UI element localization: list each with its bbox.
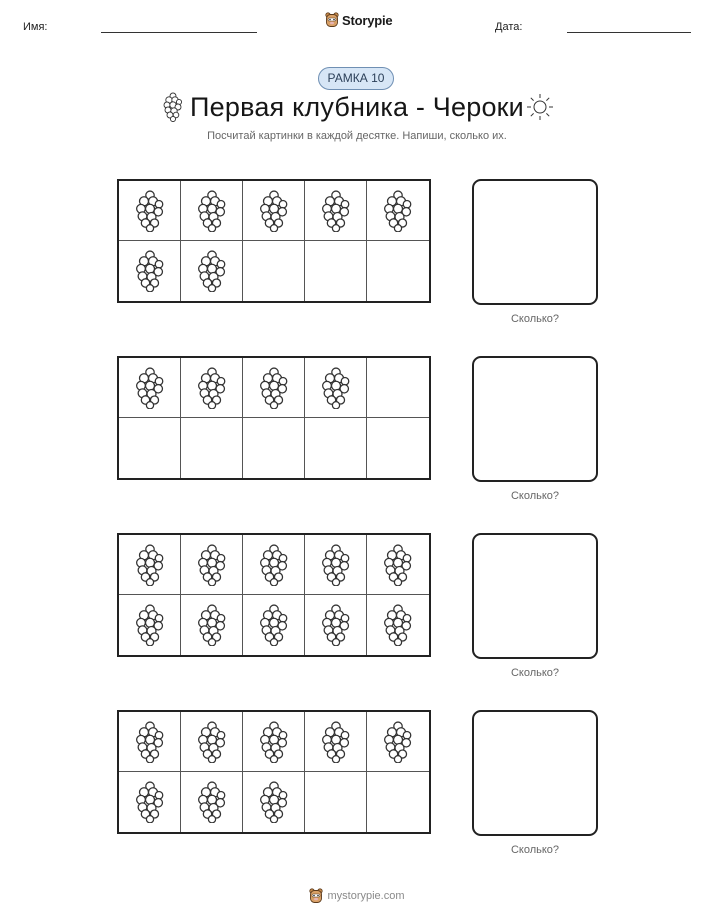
frame-cell: [181, 535, 243, 595]
frame-cell: [367, 181, 429, 241]
footer: [0, 888, 714, 904]
frame-cell: [305, 712, 367, 772]
answer-label: Сколько?: [510, 313, 560, 325]
frame-cell: [181, 712, 243, 772]
name-label: Имя:: [23, 21, 48, 33]
berry-icon: [259, 367, 289, 409]
frame-cell: [181, 241, 243, 301]
berry-icon: [383, 721, 413, 763]
frame-cell: [367, 772, 429, 832]
answer-box[interactable]: [472, 533, 598, 659]
berry-icon: [135, 250, 165, 292]
frame-cell: [181, 358, 243, 418]
berry-icon: [383, 604, 413, 646]
berry-icon: [321, 721, 351, 763]
berry-icon: [135, 367, 165, 409]
instructions: Посчитай картинки в каждой десятке. Напиши, сколько их.: [207, 130, 507, 142]
frame-cell: [243, 772, 305, 832]
frame-cell: [243, 241, 305, 301]
frame-cell: [243, 358, 305, 418]
frame-cell: [243, 595, 305, 655]
frame-cell: [367, 418, 429, 478]
frame-cell: [305, 535, 367, 595]
page-title: Первая клубника - Чероки: [190, 92, 524, 122]
berry-icon: [321, 604, 351, 646]
ten-frame: [117, 356, 431, 480]
frame-cell: [181, 595, 243, 655]
berry-icon: [383, 190, 413, 232]
answer-label: Сколько?: [510, 490, 560, 502]
berry-icon: [321, 544, 351, 586]
frame-cell: [243, 712, 305, 772]
frame-cell: [119, 418, 181, 478]
berry-icon: [259, 544, 289, 586]
name-line[interactable]: [101, 32, 257, 33]
frame-cell: [119, 358, 181, 418]
frame-badge: РАМКА 10: [318, 67, 394, 90]
berry-icon: [135, 781, 165, 823]
answer-box[interactable]: [472, 710, 598, 836]
frame-cell: [367, 712, 429, 772]
berry-icon: [197, 604, 227, 646]
berry-icon: [135, 604, 165, 646]
answer-label: Сколько?: [510, 667, 560, 679]
frame-cell: [367, 595, 429, 655]
frame-cell: [305, 358, 367, 418]
berry-icon: [197, 544, 227, 586]
answer-box[interactable]: [472, 179, 598, 305]
brand-name: Storypie: [342, 12, 393, 28]
answer-box[interactable]: [472, 356, 598, 482]
berry-icon: [135, 190, 165, 232]
ten-frame: [117, 533, 431, 657]
frame-cell: [367, 535, 429, 595]
berry-icon: [197, 250, 227, 292]
berry-icon: [321, 367, 351, 409]
berry-icon: [197, 190, 227, 232]
frame-cell: [119, 712, 181, 772]
footer-site[interactable]: mystorypie.com: [327, 890, 405, 902]
berry-icon: [197, 367, 227, 409]
berry-icon: [197, 721, 227, 763]
frame-cell: [119, 241, 181, 301]
bear-logo-icon: [309, 888, 323, 904]
frame-cell: [243, 535, 305, 595]
frame-cell: [181, 181, 243, 241]
frame-cell: [305, 418, 367, 478]
date-label: Дата:: [495, 21, 523, 33]
frame-cell: [119, 772, 181, 832]
berry-icon: [259, 781, 289, 823]
berry-icon: [259, 604, 289, 646]
frame-cell: [305, 181, 367, 241]
brand-logo: [325, 12, 392, 28]
frame-cell: [243, 418, 305, 478]
frame-cell: [119, 181, 181, 241]
date-line[interactable]: [567, 32, 691, 33]
frame-cell: [181, 418, 243, 478]
answer-label: Сколько?: [510, 844, 560, 856]
sun-icon: [526, 93, 554, 121]
frame-cell: [367, 358, 429, 418]
berry-icon: [383, 544, 413, 586]
berry-icon: [259, 721, 289, 763]
ten-frame: [117, 179, 431, 303]
frame-cell: [305, 772, 367, 832]
frame-cell: [181, 772, 243, 832]
frame-cell: [305, 241, 367, 301]
berry-icon: [197, 781, 227, 823]
frame-cell: [119, 535, 181, 595]
frame-cell: [305, 595, 367, 655]
berry-icon: [135, 721, 165, 763]
ten-frame: [117, 710, 431, 834]
berry-icon: [135, 544, 165, 586]
frame-cell: [367, 241, 429, 301]
bear-logo-icon: [325, 12, 339, 28]
frame-cell: [243, 181, 305, 241]
berry-icon: [321, 190, 351, 232]
frame-cell: [119, 595, 181, 655]
berry-icon: [259, 190, 289, 232]
